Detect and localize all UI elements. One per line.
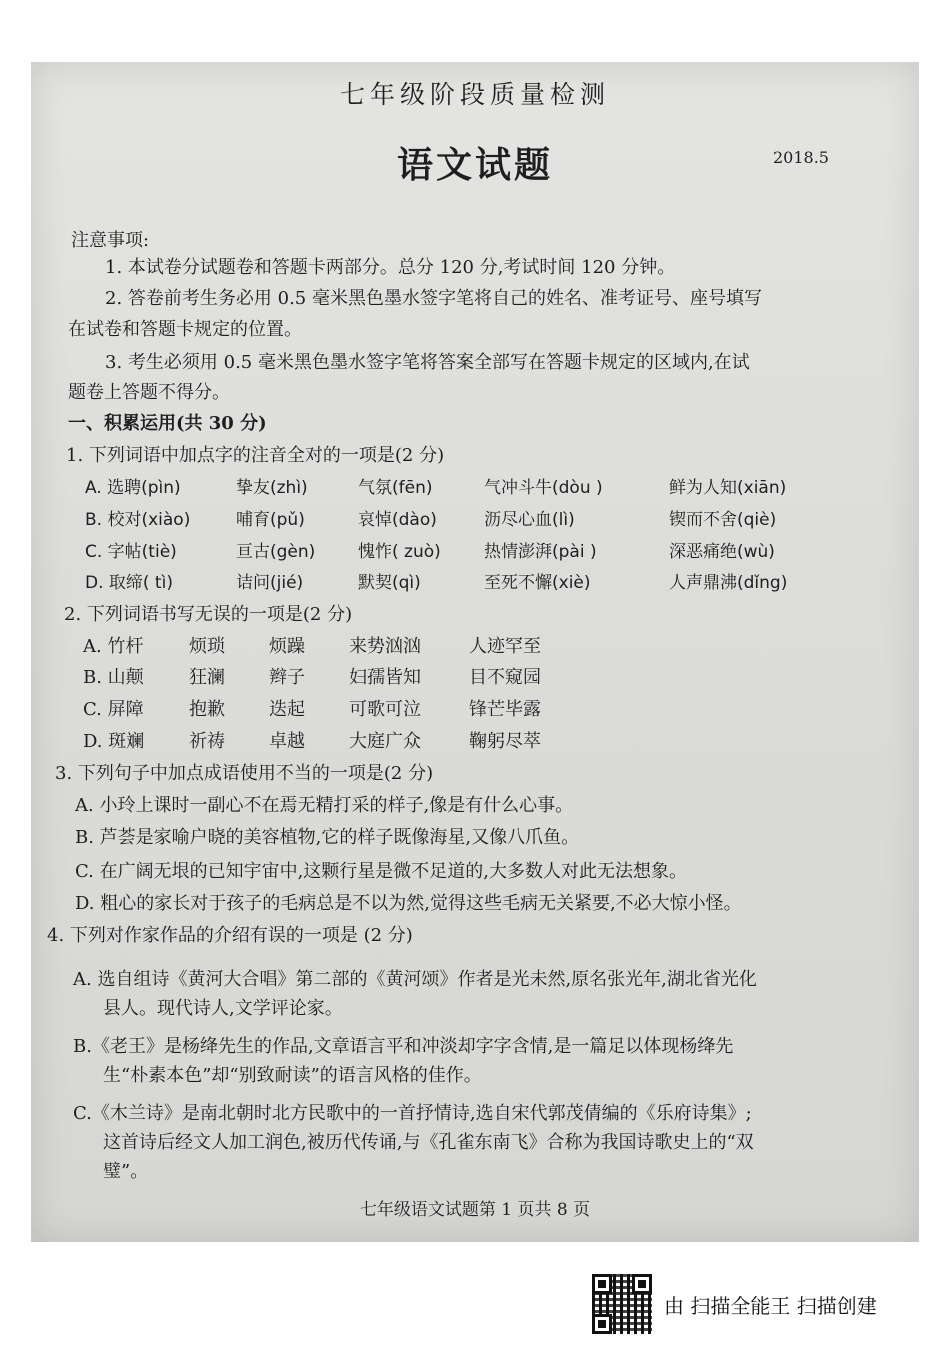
q1-d-5: 人声鼎沸(dǐng) bbox=[669, 573, 788, 593]
q2-a-2: 烦琐 bbox=[189, 636, 225, 657]
q3-option-d: D. 粗心的家长对于孩子的毛病总是不以为然,觉得这些毛病无关紧要,不必大惊小怪。 bbox=[75, 893, 742, 914]
scanner-watermark bbox=[592, 1274, 932, 1336]
q1-a-4: 气冲斗牛(dòu ) bbox=[484, 478, 603, 498]
q2-d-4: 大庭广众 bbox=[349, 731, 421, 752]
q1-b-5: 锲而不舍(qiè) bbox=[669, 510, 777, 530]
q1-d-2: 诘问(jié) bbox=[236, 573, 304, 593]
q1-b-4: 沥尽心血(lì) bbox=[484, 510, 575, 530]
notice-item-2-cont: 在试卷和答题卡规定的位置。 bbox=[68, 319, 302, 340]
q3-option-c: C. 在广阔无垠的已知宇宙中,这颗行星是微不足道的,大多数人对此无法想象。 bbox=[75, 861, 688, 882]
q1-b-1: B. 校对(xiào) bbox=[85, 510, 191, 530]
q1-a-5: 鲜为人知(xiān) bbox=[669, 478, 787, 498]
q1-c-1: C. 字帖(tiè) bbox=[85, 542, 177, 562]
exam-title: 七年级阶段质量检测 bbox=[339, 80, 610, 109]
q1-d-4: 至死不懈(xiè) bbox=[484, 573, 591, 593]
notice-item-1: 1. 本试卷分试题卷和答题卡两部分。总分 120 分,考试时间 120 分钟。 bbox=[105, 257, 676, 278]
q1-a-2: 挚友(zhì) bbox=[236, 478, 308, 498]
q4-option-a: A. 选自组诗《黄河大合唱》第二部的《黄河颂》作者是光未然,原名张光年,湖北省光化 bbox=[73, 969, 757, 990]
q4-option-c-cont: 这首诗后经文人加工润色,被历代传诵,与《孔雀东南飞》合称为我国诗歌史上的“双 bbox=[103, 1132, 754, 1153]
notice-item-3: 3. 考生必须用 0.5 毫米黑色墨水签字笔将答案全部写在答题卡规定的区域内,在试 bbox=[105, 352, 750, 373]
q2-a-4: 来势汹汹 bbox=[349, 636, 421, 657]
q4-option-b: B.《老王》是杨绛先生的作品,文章语言平和冲淡却字字含情,是一篇足以体现杨绛先 bbox=[73, 1036, 734, 1057]
q1-d-1: D. 取缔( tì) bbox=[85, 573, 173, 593]
notice-item-3-cont: 题卷上答题不得分。 bbox=[68, 382, 230, 403]
q2-c-4: 可歌可泣 bbox=[349, 699, 421, 720]
q4-option-b-cont: 生“朴素本色”却“别致耐读”的语言风格的佳作。 bbox=[103, 1065, 482, 1086]
q1-a-3: 气氛(fēn) bbox=[358, 478, 433, 498]
notice-heading: 注意事项: bbox=[71, 230, 150, 251]
q1-c-5: 深恶痛绝(wù) bbox=[669, 542, 775, 562]
q2-stem: 2. 下列词语书写无误的一项是(2 分) bbox=[64, 604, 353, 625]
q2-c-1: C. 屏障 bbox=[83, 699, 144, 720]
exam-page bbox=[31, 62, 919, 1242]
q3-stem: 3. 下列句子中加点成语使用不当的一项是(2 分) bbox=[55, 763, 434, 784]
q3-option-a: A. 小玲上课时一副心不在焉无精打采的样子,像是有什么心事。 bbox=[75, 795, 574, 816]
q2-b-5: 目不窥园 bbox=[469, 667, 541, 688]
q2-b-2: 狂澜 bbox=[189, 667, 225, 688]
q2-d-5: 鞠躬尽萃 bbox=[469, 731, 541, 752]
q2-a-3: 烦躁 bbox=[269, 636, 305, 657]
qr-code-icon bbox=[592, 1274, 652, 1334]
q1-b-2: 哺育(pǔ) bbox=[236, 510, 305, 530]
q1-c-4: 热情澎湃(pài ) bbox=[484, 542, 597, 562]
notice-item-2: 2. 答卷前考生务必用 0.5 毫米黑色墨水签字笔将自己的姓名、准考证号、座号填写 bbox=[105, 288, 762, 309]
q2-c-5: 锋芒毕露 bbox=[469, 699, 541, 720]
q2-c-2: 抱歉 bbox=[189, 699, 225, 720]
q4-option-c: C.《木兰诗》是南北朝时北方民歌中的一首抒情诗,选自宋代郭茂倩编的《乐府诗集》; bbox=[73, 1103, 752, 1124]
q2-a-1: A. 竹杆 bbox=[83, 636, 144, 657]
q4-option-c-cont-2: 璧”。 bbox=[103, 1161, 149, 1182]
q3-option-b: B. 芦荟是家喻户晓的美容植物,它的样子既像海星,又像八爪鱼。 bbox=[75, 827, 580, 848]
q4-option-a-cont: 县人。现代诗人,文学评论家。 bbox=[103, 998, 343, 1019]
q2-d-3: 卓越 bbox=[269, 731, 305, 752]
page-footer: 七年级语文试题第 1 页共 8 页 bbox=[359, 1200, 591, 1220]
section-1-title: 一、积累运用(共 30 分) bbox=[68, 413, 267, 434]
q1-stem: 1. 下列词语中加点字的注音全对的一项是(2 分) bbox=[66, 445, 445, 466]
q4-stem: 4. 下列对作家作品的介绍有误的一项是 (2 分) bbox=[47, 925, 413, 946]
exam-date: 2018.5 bbox=[773, 148, 829, 167]
subject-title: 语文试题 bbox=[396, 144, 553, 186]
q2-c-3: 迭起 bbox=[269, 699, 305, 720]
q2-b-4: 妇孺皆知 bbox=[349, 667, 421, 688]
scanner-label: 由 扫描全能王 扫描创建 bbox=[664, 1294, 877, 1318]
q1-c-3: 愧怍( zuò) bbox=[358, 542, 441, 562]
q2-b-1: B. 山颠 bbox=[83, 667, 144, 688]
q1-b-3: 哀悼(dào) bbox=[358, 510, 437, 530]
q2-a-5: 人迹罕至 bbox=[469, 636, 541, 657]
q1-d-3: 默契(qì) bbox=[358, 573, 421, 593]
q1-a-1: A. 选聘(pìn) bbox=[85, 478, 181, 498]
q2-d-2: 祈祷 bbox=[189, 731, 225, 752]
q2-d-1: D. 斑斓 bbox=[83, 731, 145, 752]
q1-c-2: 亘古(gèn) bbox=[236, 542, 316, 562]
q2-b-3: 辫子 bbox=[269, 667, 305, 688]
